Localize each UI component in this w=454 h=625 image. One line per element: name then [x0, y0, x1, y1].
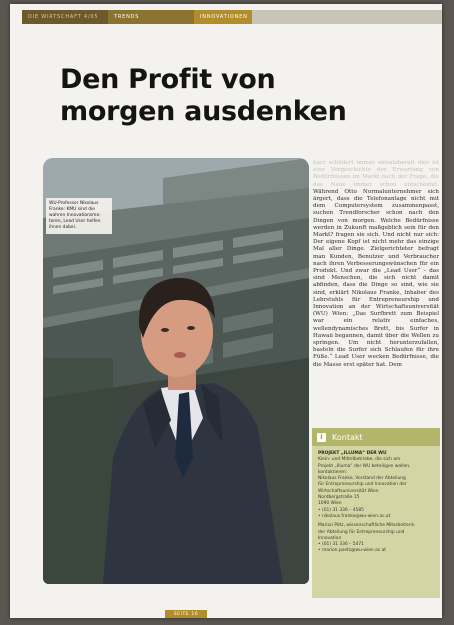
article-body	[313, 160, 439, 369]
info-icon: i	[317, 433, 326, 442]
kontakt-line: kontaktieren:	[318, 469, 348, 475]
kontakt-contact-1	[318, 457, 434, 520]
tab-magazine-issue: DIE WIRTSCHAFT 4/05	[22, 10, 108, 24]
kontakt-phone: • (01) 31 336 – 4585	[318, 507, 364, 513]
kontakt-contact-2	[318, 523, 434, 554]
kontakt-email: • marion.poetz@wu-wien.ac.at	[318, 548, 386, 554]
article-headline	[60, 64, 400, 128]
kontakt-title: Kontakt	[332, 432, 363, 442]
kontakt-line: 1090 Wien	[318, 501, 342, 507]
kontakt-line: Projekt „Illuma“ der WU beteiligen wollen,	[318, 463, 411, 469]
article-body-text: Während Otto Normalunternehmer sich ärgert, dass die Telefonanlage nicht mit dem Computersystem zusammenpasst, suchen Trendforscher schon nach den Dingen von morgen. Welche Bedürfnisse werden in Zukunft maßgeblich sein für den Markt? fragen sie sich. Und nicht nur sich: Der eigene Kopf ist nicht mehr das einzige Mal aller Dinge. Zielgerichteter befragt man Kunden, Benutzer und Verbraucher nach ihren Verbesserungswünschen für ein Produkt. Und zwar die „Lead User“ – das sind Menschen, die sich nicht damit abfinden, dass die Dinge so sind, wie sie sind, erklärt Nikolaus Franke, Inhaber des Lehrstuhls für Entrepreneurship und Innovation an der Wirtschaftsuniversität (WU) Wien: „Das Surfbrett zum Beispiel war ein relativ einfaches, wellendynamisches Brett, bis Surfer in Hawaii begannen, damit über die Wellen zu springen. Um nicht herunterzufallen, basteln die Surfer sich Schlaufen für ihre Füße.“ Lead User wecken Bedürfnisse, die die Masse erst später hat. Dem	[313, 188, 439, 368]
section-tab-bar	[22, 10, 442, 24]
tab-spacer	[252, 10, 442, 24]
kontakt-header	[312, 428, 440, 446]
headline-line-2: morgen ausdenken	[60, 96, 347, 127]
kontakt-line: Innovation	[318, 535, 342, 541]
kontakt-body	[312, 446, 440, 563]
kontakt-project-title: PROJEKT „ILLUMA“ DER WU	[318, 451, 387, 456]
page-number-badge: SEITE 16	[165, 610, 207, 618]
kontakt-email: • nikolaus.franke@wu-wien.ac.at	[318, 513, 391, 519]
tab-trends: TRENDS	[108, 10, 194, 24]
kontakt-phone: • (01) 31 336 – 5471	[318, 542, 364, 548]
kontakt-line: der Abteilung für Entrepreneurship und	[318, 529, 405, 535]
kontakt-line: Klein- und Mittelbetriebe, die sich am	[318, 457, 401, 463]
kontakt-line: Nordbergstraße 15	[318, 495, 360, 501]
kontakt-line: Marion Pötz, wissenschaftliche Mitarbeiterin	[318, 523, 415, 529]
magazine-page	[10, 4, 442, 618]
headline-line-1: Den Profit von	[60, 64, 276, 95]
photo-caption: WU-Professor Nikolaus Franke: KMU sind die wahren Innovationsmo-toren, Lead User helfen ihnen dabei.	[46, 198, 112, 234]
tab-innovationen: INNOVATIONEN	[194, 10, 252, 24]
kontakt-line: für Entrepreneurship und Innovation der	[318, 482, 407, 488]
kontakt-line: Wirtschaftsuniversität Wien	[318, 488, 379, 494]
article-faded-lead: kurz schildert immer einsatzbereit dies ist eine Vorgeschichte der Erwartung von Bedürfnissen im Markt nach der Frage, die das Neue immer schon entscheidet.	[313, 160, 439, 188]
kontakt-line: Nikolaus Franke, Vorstand der Abteilung	[318, 476, 406, 482]
kontakt-box	[312, 428, 440, 598]
